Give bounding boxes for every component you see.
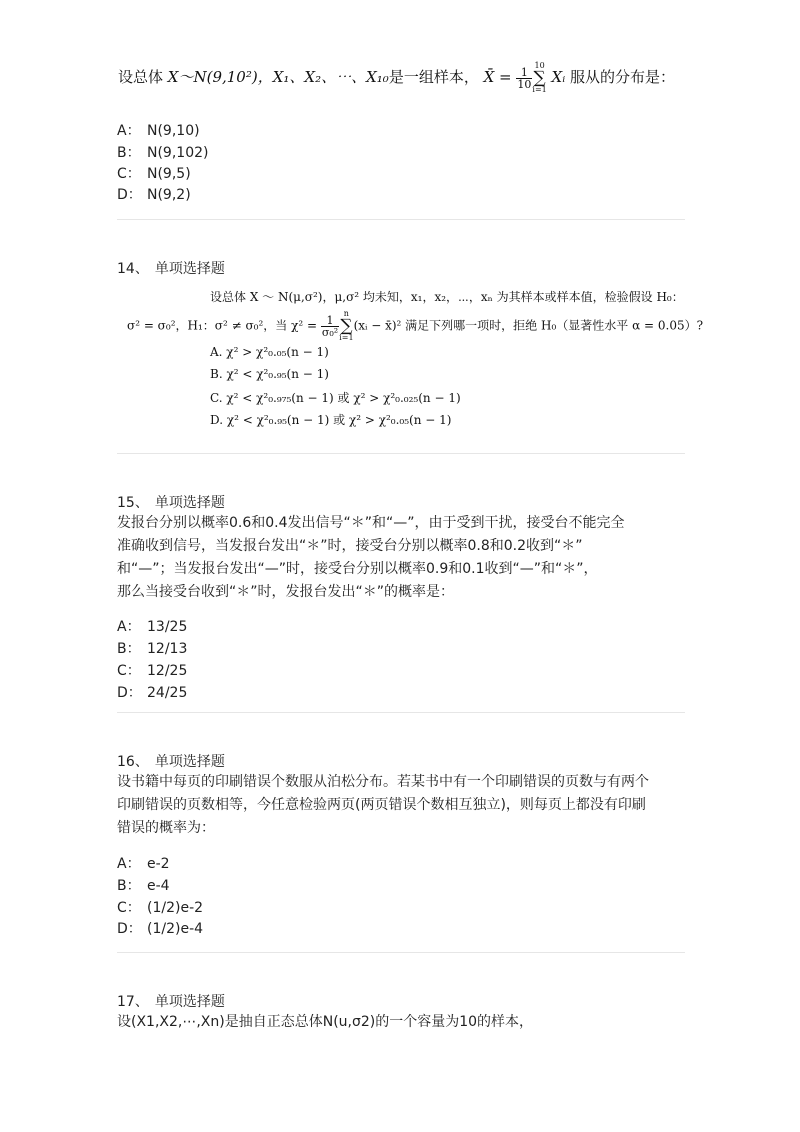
q13-option-c[interactable]: C： N(9,5) [117, 166, 191, 182]
q13-option-a[interactable]: A： N(9,10) [117, 123, 200, 139]
q14-choice-d[interactable]: D. χ² < χ²₀.₉₅(n − 1) 或 χ² > χ²₀.₀₅(n − 1) [210, 413, 452, 427]
q14-header: 14、 单项选择题 [117, 261, 225, 277]
q14-choice-b[interactable]: B. χ² < χ²₀.₉₅(n − 1) [210, 367, 329, 381]
q15-option-a[interactable]: A： 13/25 [117, 619, 188, 635]
q17-stem: 设(X1,X2,⋯,Xn)是抽自正态总体N(u,σ2)的一个容量为10的样本， [117, 1014, 534, 1030]
q16-option-a[interactable]: A： e-2 [117, 856, 170, 872]
q15-option-c[interactable]: C： 12/25 [117, 663, 188, 679]
divider [117, 952, 685, 953]
q13-option-d[interactable]: D： N(9,2) [117, 187, 191, 203]
q16-option-c[interactable]: C： (1/2)e-2 [117, 900, 204, 916]
divider [117, 453, 685, 454]
q17-header: 17、 单项选择题 [117, 994, 225, 1010]
q15-option-d[interactable]: D： 24/25 [117, 685, 188, 701]
divider [117, 712, 685, 713]
q14-stem-line2: σ² = σ₀²，H₁：σ² ≠ σ₀²，当 χ² = $\frac{1}{\text{σ₀²}}$ n ∑ i=1(xᵢ − x̄)² 满足下列哪一项时，拒绝 H₀（显著性水平 α = 0.05）? [127, 309, 704, 342]
q16-option-d[interactable]: D： (1/2)e-4 [117, 921, 204, 937]
q14-choice-c[interactable]: C. χ² < χ²₀.₉₇₅(n − 1) 或 χ² > χ²₀.₀₂₅(n − 1) [210, 391, 461, 405]
q14-stem-line1: 设总体 X ～ N(μ,σ²)，μ,σ² 均未知，x₁，x₂，⋯，xₙ 为其样本或样本值，检验假设 H₀： [210, 290, 684, 304]
q16-option-b[interactable]: B： e-4 [117, 878, 170, 894]
divider [117, 219, 685, 220]
q16-header: 16、 单项选择题 [117, 754, 225, 770]
q14-choice-a[interactable]: A. χ² > χ²₀.₀₅(n − 1) [210, 345, 329, 359]
q15-header: 15、 单项选择题 [117, 495, 225, 511]
q15-stem: 发报台分别以概率0.6和0.4发出信号“＊”和“—”，由于受到干扰，接受台不能完全 准确收到信号，当发报台发出“＊”时，接受台分别以概率0.8和0.2收到“＊” 和“—”；当发报台发出“—”时，接受台分别以概率0.9和0.1收到“—”和“＊”， 那么当接受台收到“＊”时，发报台发出“＊”的概率是： [117, 515, 625, 600]
q15-option-b[interactable]: B： 12/13 [117, 641, 188, 657]
q16-stem: 设书籍中每页的印刷错误个数服从泊松分布。若某书中有一个印刷错误的页数与有两个 印刷错误的页数相等，今任意检验两页(两页错误个数相互独立)，则每页上都没有印刷 错误的概率为： [117, 774, 649, 836]
q13-option-b[interactable]: B： N(9,102) [117, 145, 209, 161]
q13-stem: 设总体 X～N(9,10²)，X₁、X₂、⋯、X₁₀是一组样本， X̄ = $\frac{1}{10}$ 10 ∑ i=1 Xᵢ 服从的分布是： [118, 61, 676, 94]
